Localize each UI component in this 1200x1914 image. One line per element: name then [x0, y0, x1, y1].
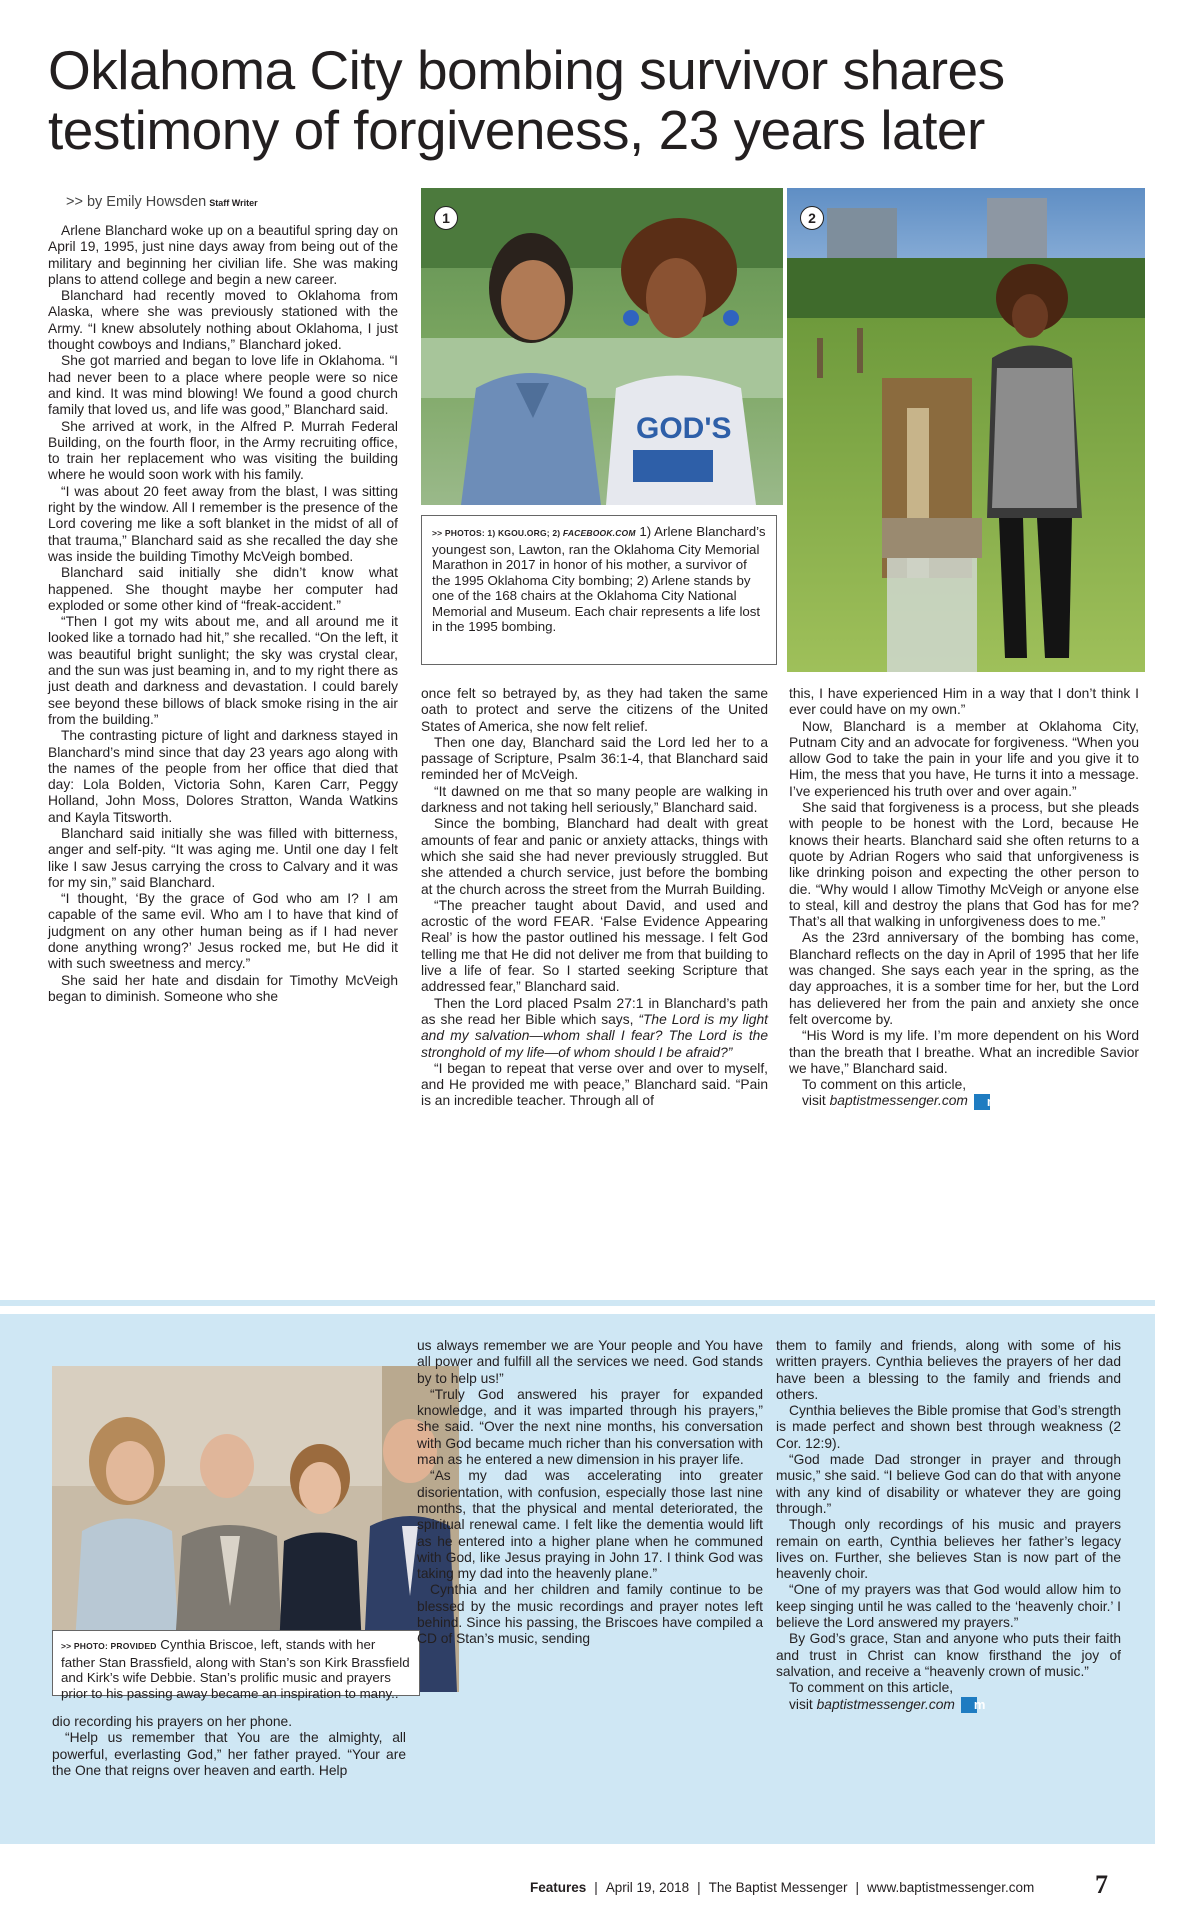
paragraph: us always remember we are Your people and You have all power and fulfill all the services we need. God stands by to help us!”	[417, 1338, 763, 1386]
paragraph: “I began to repeat that verse over and over to myself, and He provided me with peace,” Blanchard said. “Pain is an incredible teacher. Through all of	[421, 1060, 768, 1109]
psalm-quote: “The Lord is my light and my salvation—whom shall I fear? The Lord is the stronghold of my life—of whom should I be afraid?”	[421, 1011, 768, 1060]
paragraph: Now, Blanchard is a member at Oklahoma City, Putnam City and an advocate for forgiveness. “When you allow God to take the pain in your life and you give it to Him, the mess that you have, He turns it into a message. I’ve experienced his truth over and over again.”	[789, 718, 1139, 799]
byline	[66, 194, 258, 210]
paragraph: this, I have experienced Him in a way that I don’t think I ever could have on my own.”	[789, 686, 1139, 718]
photo-caption	[421, 515, 777, 665]
article-column-2	[421, 686, 768, 1110]
paragraph: “One of my prayers was that God would allow him to keep singing until he was called to the ‘heavenly choir.’ I believe the Lord answered my prayers.”	[776, 1582, 1121, 1631]
page-footer	[530, 1880, 1034, 1895]
headline: Oklahoma City bombing survivor shares testimony of forgiveness, 23 years later	[48, 39, 1005, 161]
caption-credit-source: FACEBOOK.COM	[562, 528, 636, 538]
footer-section: Features	[530, 1880, 587, 1895]
sidebar-column-1	[52, 1714, 406, 1779]
paragraph: Blanchard said initially she didn’t know what happened. She thought maybe her computer had exploded or some other kind of “freak-accident.”	[48, 565, 398, 613]
sidebar-column-3	[776, 1338, 1121, 1713]
paragraph: “I thought, ‘By the grace of God who am I? I am capable of the same evil. Who am I to have that kind of judgment on any other human being as if I had never done anything wrong?’ Jesus rocked me, but He did it with such sweetness and mercy.”	[48, 891, 398, 972]
photo-badge-1: 1	[434, 206, 458, 230]
comment-visit	[776, 1697, 1121, 1713]
sidebar-top-rule	[0, 1300, 1155, 1306]
caption-text: 1) Arlene Blanchard’s youngest son, Lawton, ran the Oklahoma City Memorial Marathon in 2017 in honor of his mother, a survivor of the 1995 Oklahoma City bombing; 2) Arlene stands by one of the 168 chairs at the Oklahoma City National Memorial and Museum. Each chair represents a life lost in the 1995 bombing.	[432, 524, 766, 634]
paragraph: “Truly God answered his prayer for expanded knowledge, and it was imparted through his prayers,” she said. “Over the next nine months, his conversation with God became much richer than his conversation with man as he entered a new dimension in his prayer life.	[417, 1386, 763, 1468]
comment-line: To comment on this article,	[802, 1077, 967, 1093]
paragraph: She arrived at work, in the Alfred P. Murrah Federal Building, on the fourth floor, in the Army recruiting office, to train her replacement who was visiting the building where he would soon work with his family.	[48, 418, 398, 483]
caption-credit-prefix: >> PHOTOS: 1) KGOU.ORG; 2)	[432, 528, 561, 538]
paragraph: “His Word is my life. I’m more dependent on his Word than the breath that I breathe. What an incredible Savior we have,” Blanchard said.	[789, 1028, 1139, 1076]
paragraph: them to family and friends, along with some of his written prayers. Cynthia believes the prayers of her dad have been a blessing to the family and friends and others.	[776, 1338, 1121, 1402]
article-column-3	[789, 686, 1139, 1110]
footer-separator: |	[594, 1880, 598, 1895]
comment-link[interactable]: baptistmessenger.com	[816, 1696, 955, 1712]
paragraph: Blanchard said initially she was filled with bitterness, anger and self-pity. “It was aging me. Until one day I felt like I saw Jesus carrying the cross to Calvary and it was for my sin,” said Blanchard.	[48, 825, 398, 890]
paragraph: “Help us remember that You are the almighty, all powerful, everlasting God,” her father prayed. “Your are the One that reigns over heaven and earth. Help	[52, 1730, 406, 1778]
caption-credit	[432, 528, 636, 538]
sidebar-column-2	[417, 1338, 763, 1648]
paragraph: “I was about 20 feet away from the blast, I was sitting right by the window. All I remember is the presence of the Lord covering me like a soft blanket in the midst of all of that trauma,” Blanchard said as she recalled the day she was inside the building Timothy McVeigh bombed.	[48, 483, 398, 564]
footer-separator: |	[855, 1880, 859, 1895]
paragraph: Cynthia and her children and family continue to be blessed by the music recordings and prayer notes left behind. Since his passing, the Briscoes have compiled a CD of Stan’s music, sending	[417, 1582, 763, 1647]
photo-memorial-chair	[787, 188, 1145, 672]
comment-line: To comment on this article,	[789, 1680, 954, 1696]
footer-website[interactable]: www.baptistmessenger.com	[866, 1880, 1035, 1895]
sidebar-caption-text: Cynthia Briscoe, left, stands with her father Stan Brassfield, along with Stan’s son Kirk Brassfield and Kirk’s wife Debbie. Stan’s prolific music and prayers prior to his passing away became an inspiration to many..	[61, 1637, 410, 1701]
sidebar-caption-credit: >> PHOTO: PROVIDED	[61, 1641, 157, 1651]
paragraph: Cynthia believes the Bible promise that God’s strength is made perfect and shown best through weakness (2 Cor. 12:9).	[776, 1403, 1121, 1451]
messenger-logo-icon: m	[961, 1697, 977, 1713]
footer-date: April 19, 2018	[605, 1880, 690, 1895]
footer-separator: |	[697, 1880, 701, 1895]
paragraph: Then one day, Blanchard said the Lord led her to a passage of Scripture, Psalm 36:1-4, that Blanchard said reminded her of McVeigh.	[421, 734, 768, 783]
photo-badge-2: 2	[800, 206, 824, 230]
paragraph: As the 23rd anniversary of the bombing has come, Blanchard reflects on the day in April of 1995 that her life was changed. She says each year in the spring, as the day approaches, it is a somber time for her, but the Lord has delievered her from the pain and anxiety she once felt overcome by.	[789, 930, 1139, 1027]
paragraph: dio recording his prayers on her phone.	[52, 1714, 293, 1729]
paragraph: “It dawned on me that so many people are walking in darkness and not taking hell seriously,” Blanchard said.	[421, 783, 768, 816]
paragraph: Arlene Blanchard woke up on a beautiful spring day on April 19, 1995, just nine days away from being out of the military and beginning her civilian life. She was making plans to attend college and begin a new career.	[48, 223, 398, 287]
paragraph: “The preacher taught about David, and used and acrostic of the word FEAR. ‘False Evidence Appearing Real’ is how the pastor outlined his message. I felt God telling me that He did not deliver me from that building to live a life of fear. So I started seeking Scripture that addressed fear,” Blanchard said.	[421, 897, 768, 995]
comment-link[interactable]: baptistmessenger.com	[829, 1093, 968, 1109]
messenger-logo-icon: m	[974, 1094, 990, 1110]
byline-author: >> by Emily Howsden	[66, 194, 207, 210]
photo-marathon	[421, 188, 783, 505]
byline-role: Staff Writer	[209, 198, 258, 208]
sidebar-photo-caption	[52, 1630, 420, 1701]
paragraph: She said her hate and disdain for Timothy McVeigh began to diminish. Someone who she	[48, 972, 398, 1004]
paragraph: Though only recordings of his music and prayers remain on earth, Cynthia believes her father’s legacy lives on. Further, she believes Stan is now part of the heavenly choir.	[776, 1517, 1121, 1582]
paragraph: “God made Dad stronger in prayer and through music,” she said. “I believe God can do that with anyone with any kind of disability or whatever they are going through.”	[776, 1452, 1121, 1516]
paragraph-text: Then the Lord placed Psalm 27:1 in Blanchard’s path as she read her Bible which says,	[421, 995, 768, 1027]
paragraph: once felt so betrayed by, as they had taken the same oath to protect and serve the citizens of the United States of America, she now felt relief.	[421, 686, 768, 734]
paragraph: She got married and began to love life in Oklahoma. “I had never been to a place where people were so nice and kind. It was mind blowing! We found a good church family that loved us, and life was good,” Blanchard said.	[48, 353, 398, 418]
paragraph: “Then I got my wits about me, and all around me it looked like a tornado had hit,” she recalled. “On the left, it was beautiful bright sunlight; the sky was crystal clear, and the sun was just beaming in, and to my right there as just death and darkness and devastation. I could barely see beyond these billows of black smoke rising in the air from the building.”	[48, 614, 398, 727]
footer-publication: The Baptist Messenger	[708, 1880, 848, 1895]
paragraph: Blanchard had recently moved to Oklahoma from Alaska, where she was previously stationed with the Army. “I knew absolutely nothing about Oklahoma, I just thought cowboys and Indians,” Blanchard joked.	[48, 288, 398, 353]
paragraph: She said that forgiveness is a process, but she pleads with people to be honest with the Lord, because He knows their hearts. Blanchard said she often returns to a quote by Adrian Rogers who said that unforgiveness is like drinking poison and expecting the other person to die. “Why would I allow Timothy McVeigh or anyone else to steal, kill and destroy the plans that God has for me? That’s all that walking in unforgiveness does to me.”	[789, 800, 1139, 930]
comment-visit	[789, 1093, 1139, 1109]
paragraph: “As my dad was accelerating into greater disorientation, with confusion, especially those last nine months, that the physical and mental deteriorated, the spiritual renewal came. I felt like the dementia would lift as he entered into a higher plane when he communed with God, like Jesus praying in John 17. I think God was taking my dad into the heavenly plane.”	[417, 1468, 763, 1582]
comment-visit-label: visit	[789, 1696, 813, 1712]
page-number: 7	[1095, 1870, 1108, 1899]
paragraph: By God’s grace, Stan and anyone who puts their faith and trust in Christ can know firsthand the joy of salvation, and receive a “heavenly crown of music.”	[776, 1631, 1121, 1679]
paragraph: The contrasting picture of light and darkness stayed in Blanchard’s mind since that day 23 years ago along with the names of the people from her office that died that day: Lola Bolden, Victoria Sohn, Karen Carr, Peggy Holland, John Moss, Dolores Stratton, Wanda Watkins and Kayla Titsworth.	[48, 728, 398, 825]
shirt-text: GOD'S	[636, 412, 732, 445]
paragraph: Since the bombing, Blanchard had dealt with great amounts of fear and panic or anxiety attacks, things with which she said she had never previously struggled. But she attended a church service, just before the bombing at the church across the street from the Murrah Building.	[421, 816, 768, 897]
comment-visit-label: visit	[802, 1093, 826, 1109]
paragraph	[421, 996, 768, 1061]
article-column-1	[48, 223, 398, 1005]
